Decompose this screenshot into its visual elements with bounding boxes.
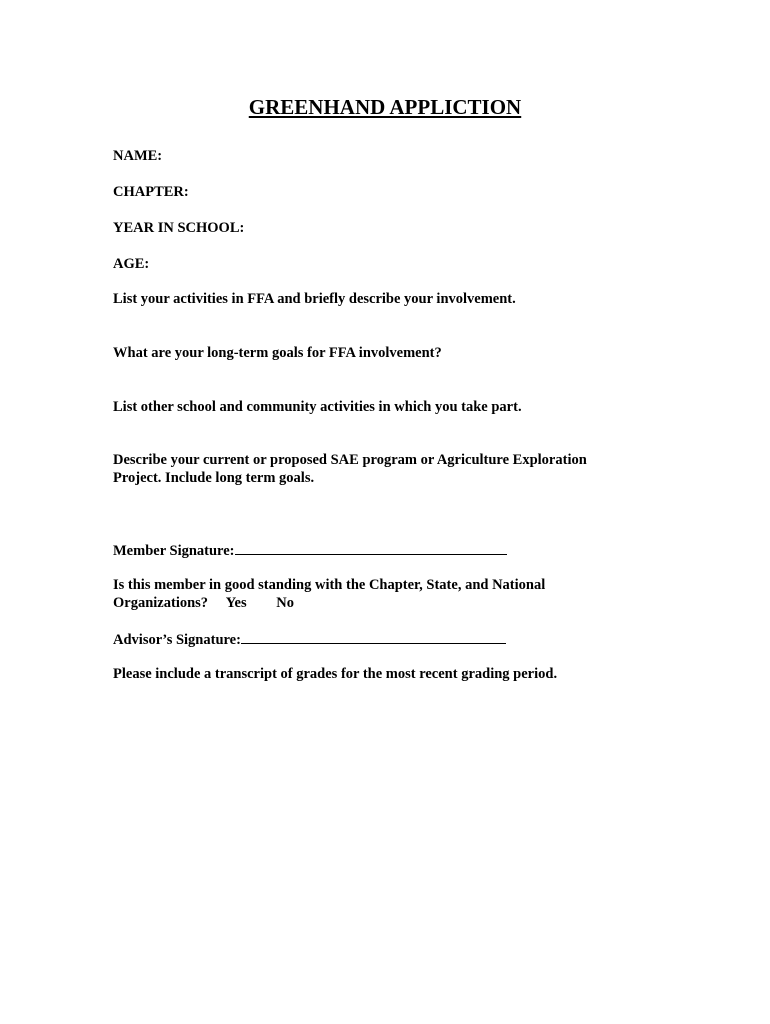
standing-no-option[interactable]: No: [276, 595, 294, 611]
member-signature-row: [113, 540, 507, 560]
advisor-signature-line[interactable]: [241, 629, 506, 644]
sae-question-line-2: Project. Include long term goals.: [113, 470, 315, 486]
page-title: GREENHAND APPLICTION: [248, 95, 522, 119]
transcript-note: Please include a transcript of grades for the most recent grading period.: [113, 666, 558, 682]
member-signature-label: Member Signature:: [113, 543, 235, 559]
advisor-signature-row: [113, 629, 506, 649]
activities-question: List your activities in FFA and briefly describe your involvement.: [113, 291, 516, 307]
name-field-label: NAME:: [113, 148, 163, 164]
year-in-school-field-label: YEAR IN SCHOOL:: [113, 220, 245, 236]
other-activities-question: List other school and community activities in which you take part.: [113, 399, 522, 415]
standing-question-label: Organizations?: [113, 595, 209, 611]
age-field-label: AGE:: [113, 256, 150, 272]
chapter-field-label: CHAPTER:: [113, 184, 189, 200]
standing-question-line-1: Is this member in good standing with the Chapter, State, and National: [113, 577, 546, 593]
goals-question: What are your long-term goals for FFA involvement?: [113, 345, 442, 361]
member-signature-line[interactable]: [235, 540, 507, 555]
standing-yes-option[interactable]: Yes: [225, 595, 247, 611]
sae-question-line-1: Describe your current or proposed SAE program or Agriculture Exploration: [113, 452, 587, 468]
standing-question-line-2: [113, 594, 294, 612]
advisor-signature-label: Advisor’s Signature:: [113, 632, 241, 648]
